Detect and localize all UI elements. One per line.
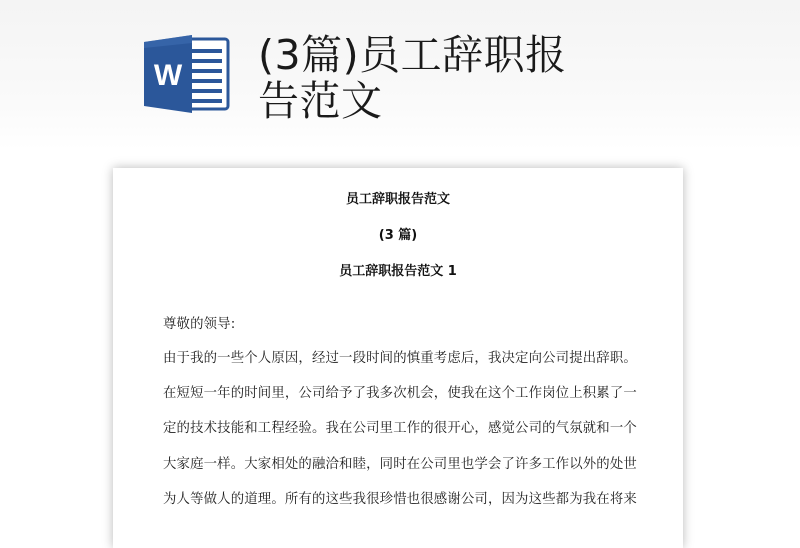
body-line: 定的技术技能和工程经验。我在公司里工作的很开心，感觉公司的气氛就和一个 bbox=[163, 421, 637, 436]
word-document-icon bbox=[140, 33, 232, 115]
page-title bbox=[258, 32, 638, 124]
document-title: 员工辞职报告范文 bbox=[345, 192, 450, 207]
title-line-1: (3篇)员工辞职报 bbox=[258, 31, 567, 79]
banner bbox=[0, 0, 800, 150]
title-line-2: 告范文 bbox=[258, 77, 383, 125]
body-line: 由于我的一些个人原因，经过一段时间的慎重考虑后，我决定向公司提出辞职。 bbox=[163, 351, 637, 366]
section-title: 员工辞职报告范文 1 bbox=[339, 264, 457, 279]
word-icon-letter: W bbox=[153, 59, 183, 92]
body-line: 大家庭一样。大家相处的融洽和睦，同时在公司里也学会了许多工作以外的处世 bbox=[163, 457, 637, 472]
document-page bbox=[113, 168, 683, 548]
body-line: 在短短一年的时间里，公司给予了我多次机会，使我在这个工作岗位上积累了一 bbox=[163, 386, 637, 401]
document-subtitle: (3 篇) bbox=[378, 228, 418, 243]
body-line: 尊敬的领导: bbox=[163, 317, 236, 332]
body-line: 为人等做人的道理。所有的这些我很珍惜也很感谢公司，因为这些都为我在将来 bbox=[163, 492, 637, 507]
